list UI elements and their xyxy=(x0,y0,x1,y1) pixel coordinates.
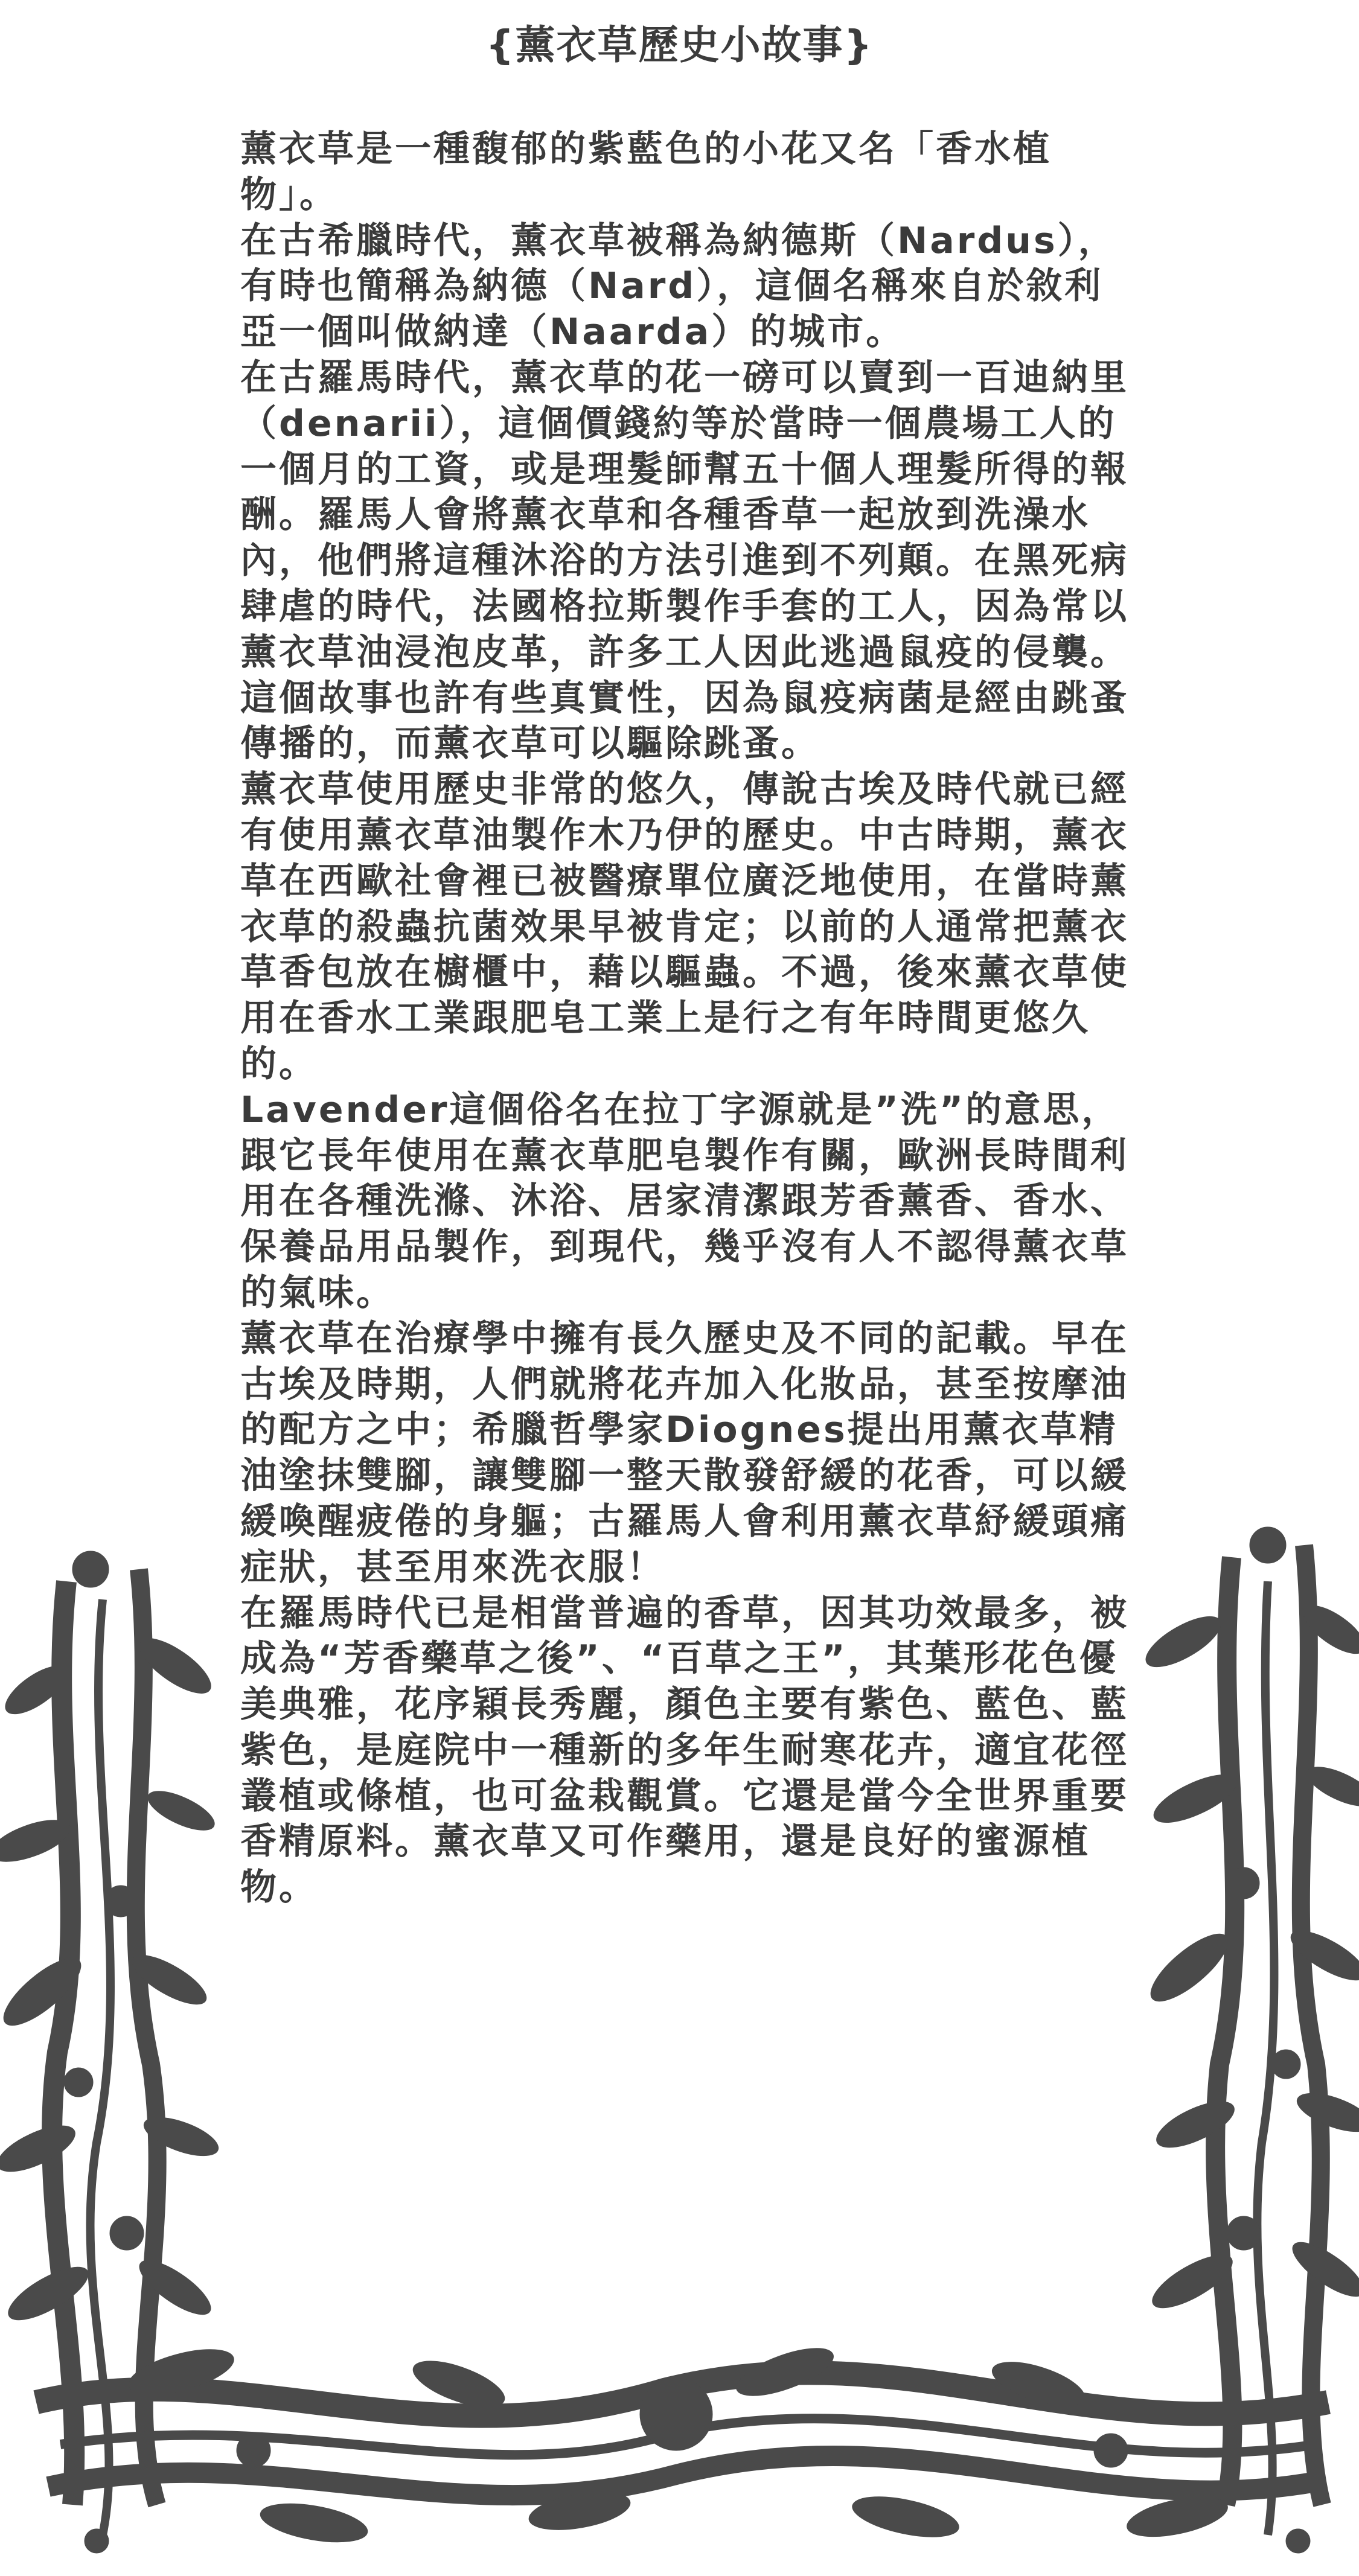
paragraph-greek-era: 在古希臘時代，薰衣草被稱為納德斯（Nardus），有時也簡稱為納德（Nard），這個名稱來自於敘利亞一個叫做納達（Naarda）的城市。 xyxy=(240,219,1117,354)
story-body xyxy=(240,127,1134,1911)
paragraph-cultivation: 在羅馬時代已是相當普遍的香草，因其功效最多，被成為“芳香藥草之後”、“百草之王”，其葉形花色優美典雅，花序穎長秀麗，顏色主要有紫色、藍色、藍紫色，是庭院中一種新的多年生耐寒花卉，適宜花徑叢植或條植，也可盆栽觀賞。它還是當今全世界重要香精原料。薰衣草又可作藥用，還是良好的蜜源植物。 xyxy=(240,1592,1129,1909)
left-vine-icon xyxy=(0,1551,223,2535)
paragraph-usage-history: 薰衣草使用歷史非常的悠久，傳說古埃及時代就已經有使用薰衣草油製作木乃伊的歷史。中古時期，薰衣草在西歐社會裡已被醫療單位廣泛地使用，在當時薰衣草的殺蟲抗菌效果早被肯定；以前的人通常把薰衣草香包放在櫥櫃中，藉以驅蟲。不過，後來薰衣草使用在香水工業跟肥皂工業上是行之有年時間更悠久的。 xyxy=(240,768,1129,1085)
page-title: {薰衣草歷史小故事} xyxy=(485,22,874,68)
paragraph-therapy: 薰衣草在治療學中擁有長久歷史及不同的記載。早在古埃及時期，人們就將花卉加入化妝品，甚至按摩油的配方之中；希臘哲學家Diognes提出用薰衣草精油塗抹雙腳，讓雙腳一整天散發舒緩的花香，可以緩緩喚醒疲倦的身軀；古羅馬人會利用薰衣草紓緩頭痛症狀，甚至用來洗衣服！ xyxy=(240,1317,1129,1589)
paragraph-roman-era: 在古羅馬時代，薰衣草的花一磅可以賣到一百迪納里（denarii），這個價錢約等於當時一個農場工人的一個月的工資，或是理髮師幫五十個人理髮所得的報酬。羅馬人會將薰衣草和各種香草一起放到洗澡水內，他們將這種沐浴的方法引進到不列顛。在黑死病肆虐的時代，法國格拉斯製作手套的工人，因為常以薰衣草油浸泡皮革，許多工人因此逃過鼠疫的侵襲。這個故事也許有些真實性，因為鼠疫病菌是經由跳蚤傳播的，而薰衣草可以驅除跳蚤。 xyxy=(240,356,1129,765)
bottom-vine-icon xyxy=(36,2339,1328,2553)
paragraph-intro: 薰衣草是一種馥郁的紫藍色的小花又名「香水植物」。 xyxy=(240,128,1052,216)
right-vine-icon xyxy=(1139,1527,1359,2535)
paragraph-name-origin: Lavender這個俗名在拉丁字源就是”洗”的意思，跟它長年使用在薰衣草肥皂製作有關，歐洲長時間利用在各種洗滌、沐浴、居家清潔跟芳香薰香、香水、保養品用品製作，到現代，幾乎沒有人不認得薰衣草的氣味。 xyxy=(240,1088,1129,1314)
